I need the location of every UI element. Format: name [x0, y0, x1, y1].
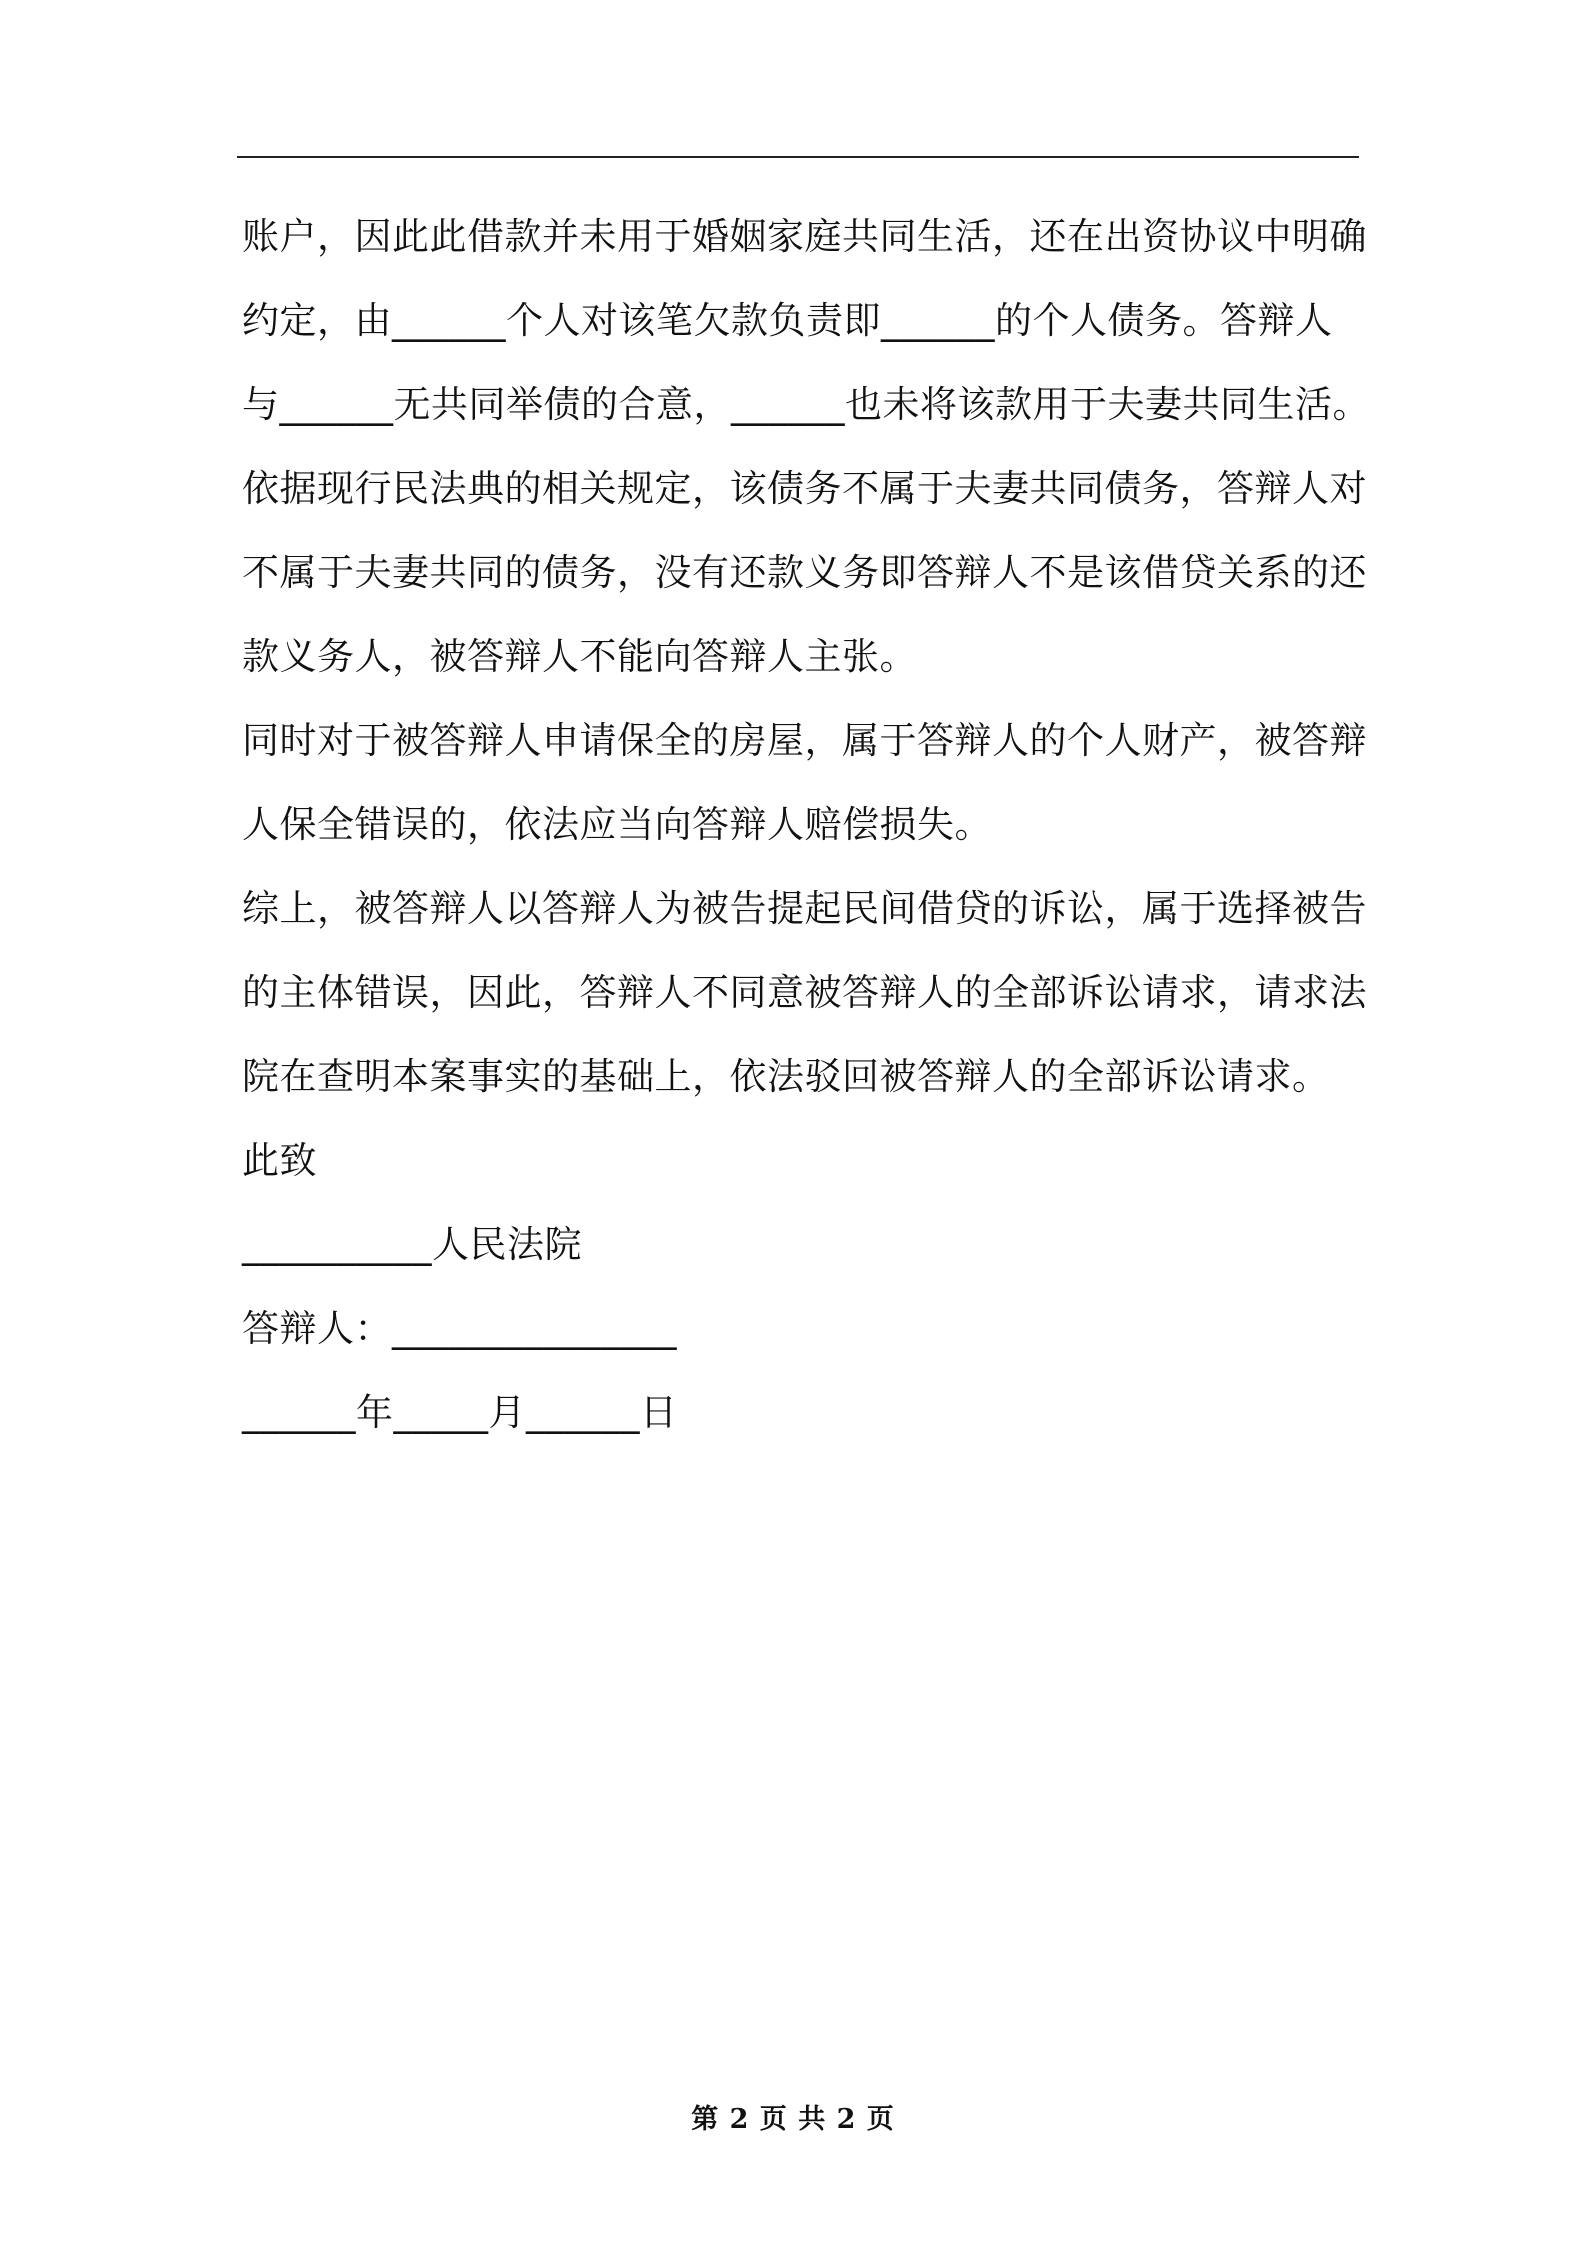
document-body — [242, 195, 1382, 1455]
salutation-line: 此致 — [242, 1139, 317, 1182]
body-line-5: 不属于夫妻共同的债务，没有还款义务即答辩人不是该借贷关系的还 — [242, 551, 1367, 594]
court-line: __________人民法院 — [242, 1223, 582, 1266]
respondent-signature-line: 答辩人：_______________ — [242, 1307, 677, 1350]
body-line-6: 款义务人，被答辩人不能向答辩人主张。 — [242, 635, 917, 678]
body-line-4: 依据现行民法典的相关规定，该债务不属于夫妻共同债务，答辩人对 — [242, 467, 1367, 510]
body-line-11: 院在查明本案事实的基础上，依法驳回被答辩人的全部诉讼请求。 — [242, 1055, 1330, 1098]
body-line-3: 与______无共同举债的合意，______也未将该款用于夫妻共同生活。 — [242, 383, 1370, 426]
body-line-7: 同时对于被答辩人申请保全的房屋，属于答辩人的个人财产，被答辩 — [242, 719, 1367, 762]
body-line-2: 约定，由______个人对该笔欠款负责即______的个人债务。答辩人 — [242, 299, 1333, 342]
body-line-1: 账户，因此此借款并未用于婚姻家庭共同生活，还在出资协议中明确 — [242, 215, 1367, 258]
page-number-footer: 第 2 页 共 2 页 — [691, 2104, 895, 2135]
date-line: ______年_____月______日 — [242, 1391, 678, 1434]
body-line-10: 的主体错误，因此，答辩人不同意被答辩人的全部诉讼请求，请求法 — [242, 971, 1367, 1014]
header-rule — [237, 156, 1359, 158]
body-line-9: 综上，被答辩人以答辩人为被告提起民间借贷的诉讼，属于选择被告 — [242, 887, 1367, 930]
body-line-8: 人保全错误的，依法应当向答辩人赔偿损失。 — [242, 803, 992, 846]
